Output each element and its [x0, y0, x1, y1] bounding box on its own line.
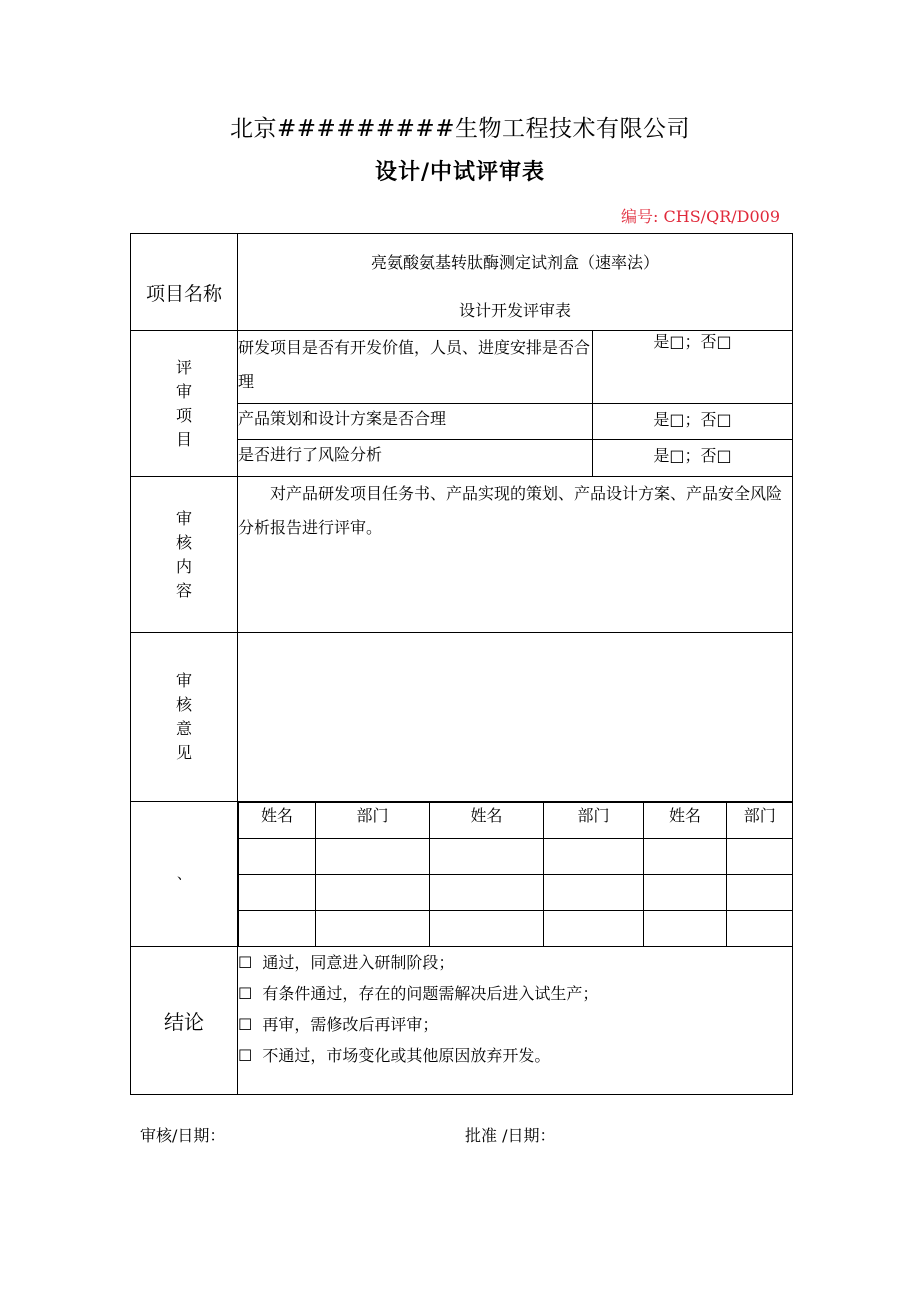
participant-cell[interactable]	[316, 839, 430, 875]
header-name: 姓名	[644, 803, 727, 839]
label-char: 内	[175, 556, 192, 576]
participant-cell[interactable]	[727, 839, 793, 875]
participant-cell[interactable]	[644, 839, 727, 875]
participant-cell[interactable]	[544, 875, 644, 911]
label-char: 审	[175, 671, 192, 690]
participant-cell[interactable]	[239, 875, 316, 911]
project-name-label: 项目名称	[131, 234, 238, 331]
label-char: 意	[175, 719, 192, 738]
review-date-label: 审核/日期：	[140, 1126, 226, 1145]
checkbox-icon[interactable]: ☐	[238, 1046, 253, 1065]
option-label: 有条件通过，存在的问题需解决后进入试生产；	[262, 984, 599, 1003]
participants-cell	[238, 802, 793, 947]
header-dept: 部门	[544, 803, 644, 839]
review-item-text: 研发项目是否有开发价值，人员、进度安排是否合理	[238, 331, 593, 404]
approve-date-label: 批准 /日期：	[465, 1126, 556, 1145]
header-dept: 部门	[316, 803, 430, 839]
document-code: 编号: CHS/QR/D009	[621, 207, 780, 226]
audit-content-label	[131, 477, 238, 633]
participant-cell[interactable]	[727, 875, 793, 911]
company-name: 北京#########生物工程技术有限公司	[230, 116, 690, 142]
participant-cell[interactable]	[727, 911, 793, 947]
audit-content-text: 对产品研发项目任务书、产品实现的策划、产品设计方案、产品安全风险分析报告进行评审。	[238, 477, 793, 633]
participants-table	[238, 802, 793, 946]
participant-cell[interactable]	[644, 875, 727, 911]
participant-cell[interactable]	[316, 911, 430, 947]
label-char: 审	[175, 381, 192, 401]
review-form-table	[130, 233, 793, 1095]
conclusion-option[interactable]	[238, 978, 792, 1009]
checkbox-icon[interactable]: ☐	[238, 984, 253, 1003]
conclusion-options	[238, 947, 793, 1095]
project-name-cell	[238, 234, 793, 331]
label-char: 评	[175, 357, 192, 377]
audit-opinion-label	[131, 633, 238, 802]
participant-cell[interactable]	[544, 911, 644, 947]
conclusion-option[interactable]	[238, 1040, 792, 1071]
participant-cell[interactable]	[239, 839, 316, 875]
participant-cell[interactable]	[239, 911, 316, 947]
checkbox-icon[interactable]: ☐	[238, 1015, 253, 1034]
audit-opinion-field[interactable]	[238, 633, 793, 802]
participant-cell[interactable]	[430, 875, 544, 911]
header-name: 姓名	[430, 803, 544, 839]
option-label: 不通过，市场变化或其他原因放弃开发。	[262, 1046, 551, 1065]
label-char: 项	[175, 405, 192, 425]
review-item-text: 产品策划和设计方案是否合理	[238, 404, 593, 440]
review-items-label	[131, 331, 238, 477]
participant-cell[interactable]	[644, 911, 727, 947]
participant-cell[interactable]	[316, 875, 430, 911]
project-subtitle: 设计开发评审表	[459, 301, 572, 320]
review-item-answer[interactable]: 是□；否□	[593, 404, 793, 440]
option-label: 再审，需修改后再评审；	[262, 1015, 439, 1034]
option-label: 通过，同意进入研制阶段；	[262, 953, 455, 972]
label-char: 容	[175, 580, 192, 600]
label-char: 核	[175, 532, 192, 552]
participant-cell[interactable]	[430, 839, 544, 875]
review-item-text: 是否进行了风险分析	[238, 440, 593, 477]
participants-label: 、	[131, 802, 238, 947]
conclusion-option[interactable]	[238, 947, 792, 978]
review-item-answer[interactable]: 是□；否□	[593, 440, 793, 477]
label-char: 核	[175, 695, 192, 714]
label-char: 见	[175, 743, 192, 762]
form-title: 设计/中试评审表	[374, 159, 546, 185]
header-dept: 部门	[727, 803, 793, 839]
checkbox-icon[interactable]: ☐	[238, 953, 253, 972]
conclusion-label: 结论	[131, 947, 238, 1095]
conclusion-option[interactable]	[238, 1009, 792, 1040]
label-char: 目	[175, 429, 192, 449]
participant-cell[interactable]	[430, 911, 544, 947]
participant-cell[interactable]	[544, 839, 644, 875]
project-name: 亮氨酸氨基转肽酶测定试剂盒（速率法）	[371, 253, 660, 272]
header-name: 姓名	[239, 803, 316, 839]
review-item-answer[interactable]: 是□；否□	[593, 331, 793, 404]
label-char: 审	[175, 508, 192, 528]
